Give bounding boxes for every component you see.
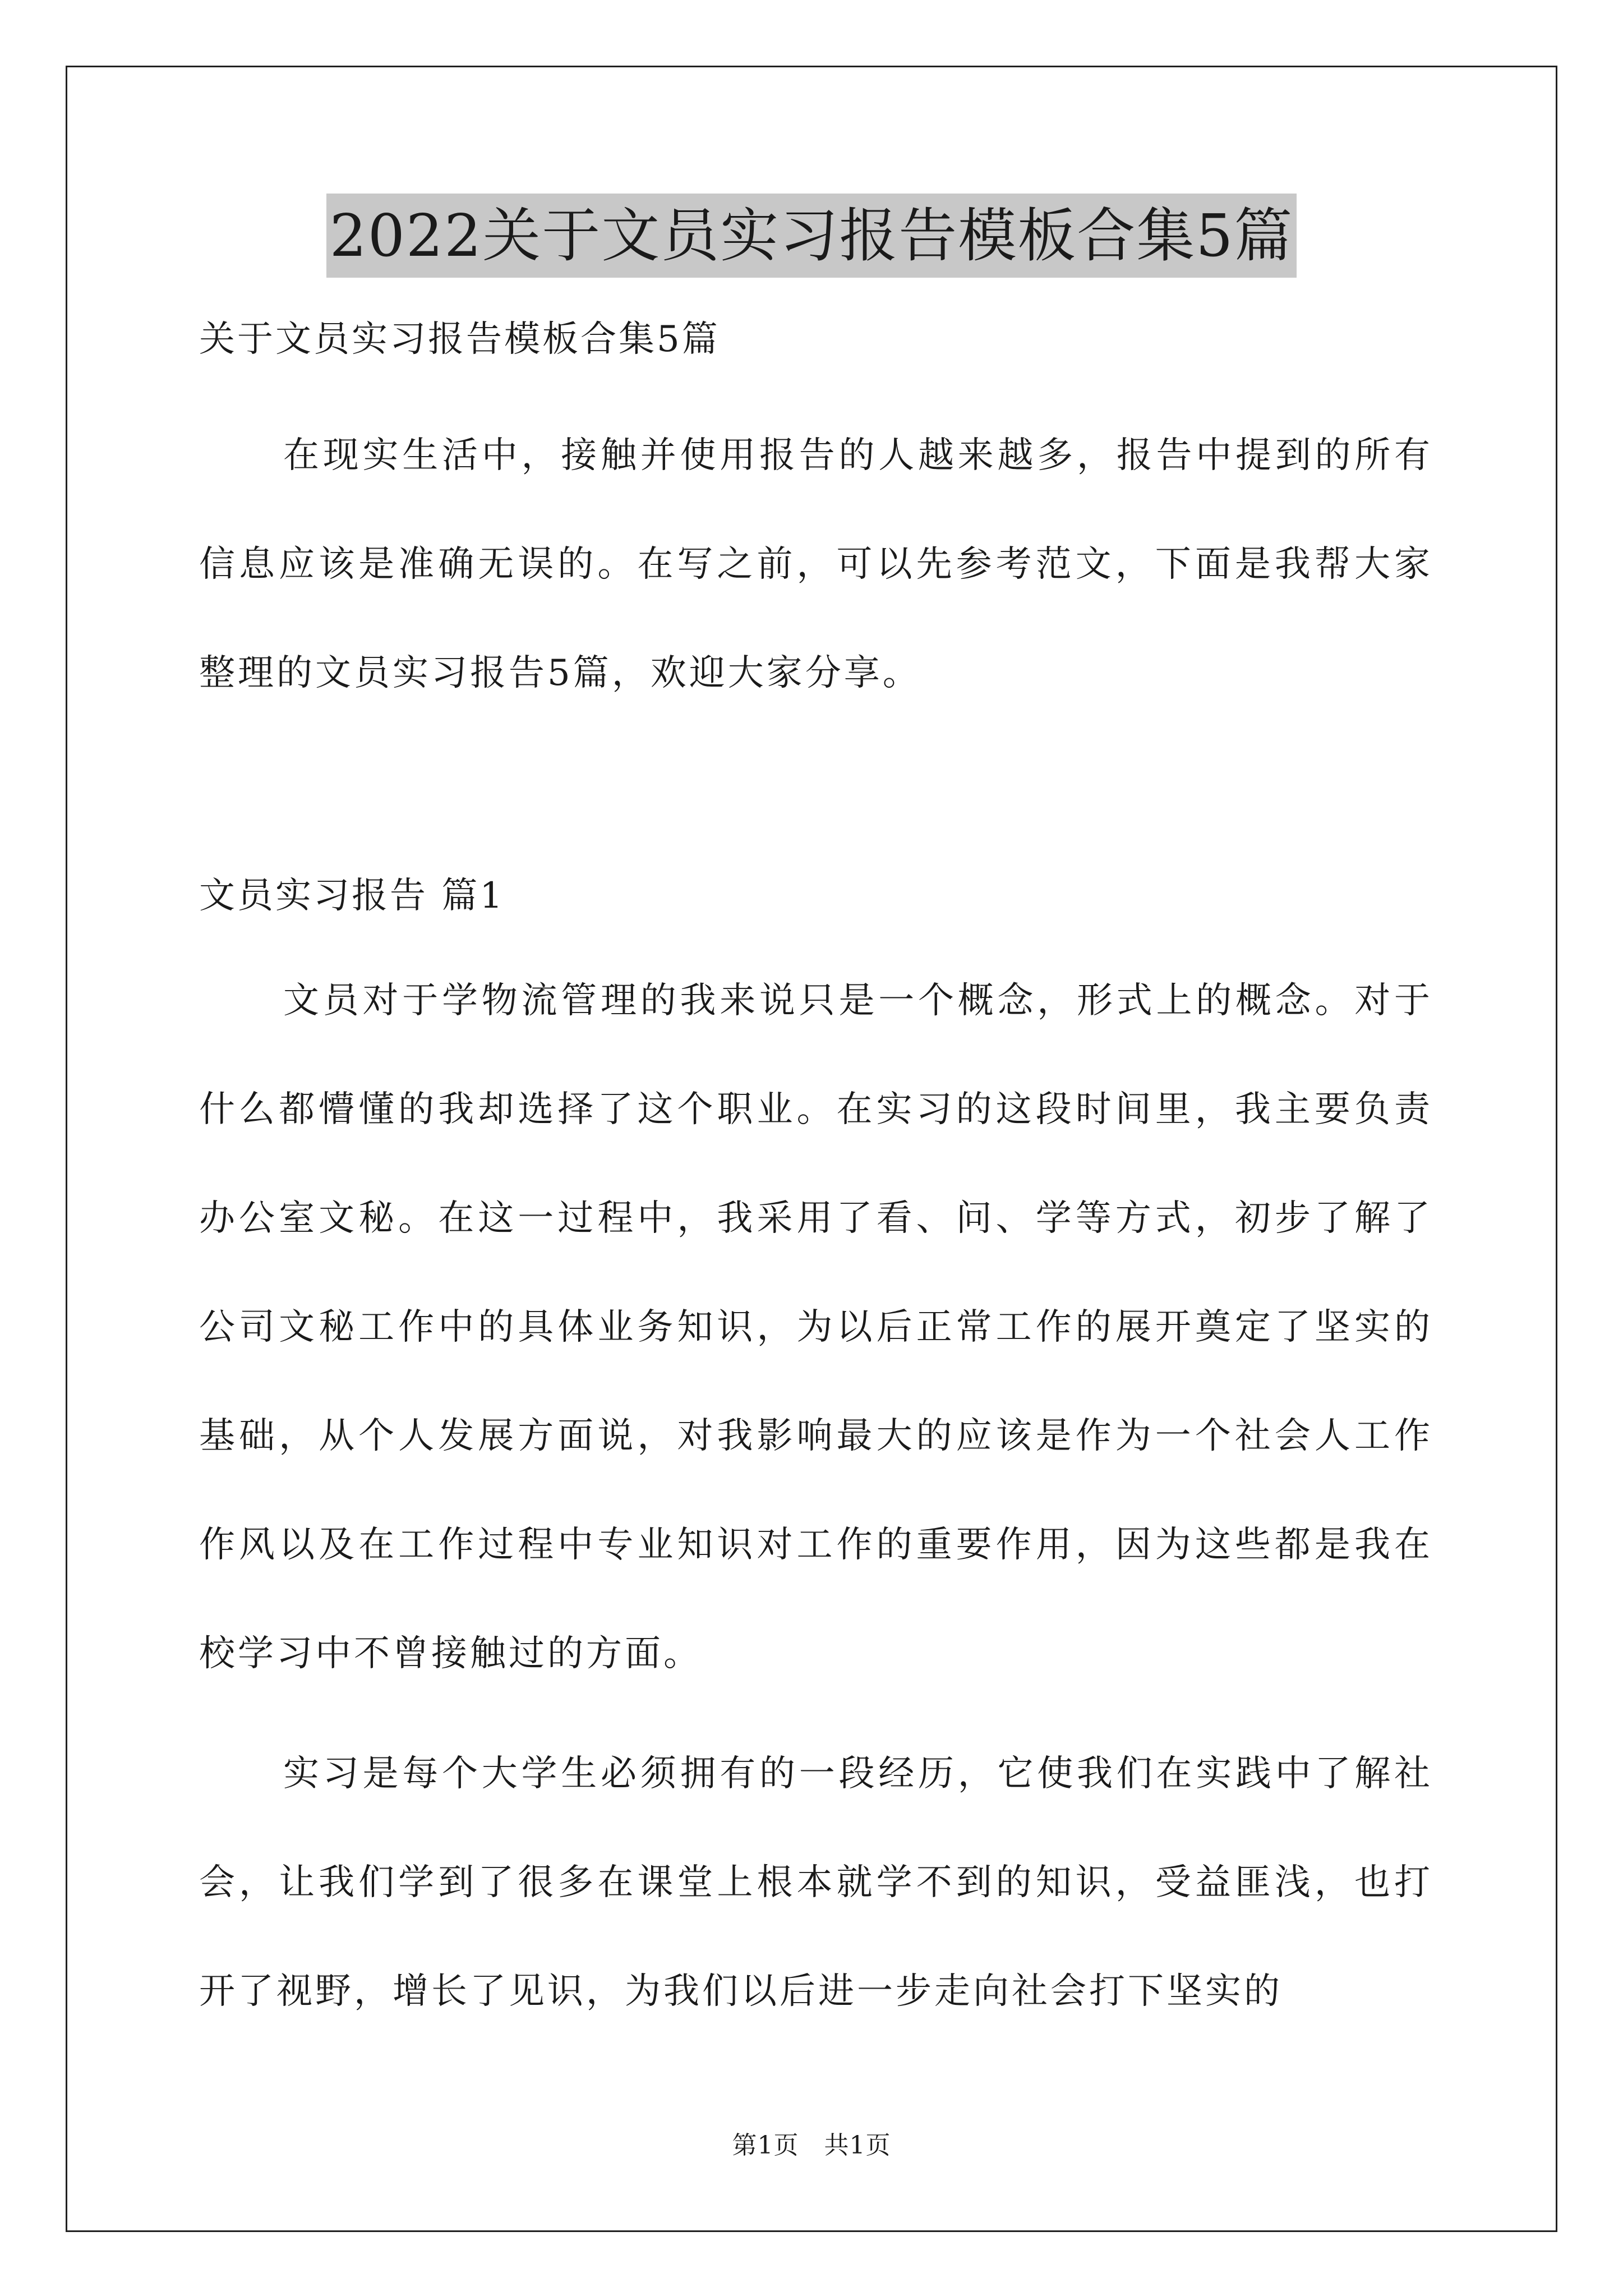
paragraph-gap	[199, 1708, 1433, 1719]
document-subtitle: 关于文员实习报告模板合集5篇	[199, 319, 720, 360]
document-title: 2022关于文员实习报告模板合集5篇	[326, 194, 1297, 278]
body-paragraph: 实习是每个大学生必须拥有的一段经历，它使我们在实践中了解社会，让我们学到了很多在课堂上根本就学不到的知识，受益匪浅，也打开了视野，增长了见识，为我们以后进一步走向社会打下坚实的	[199, 1753, 1433, 2012]
title-wrapper	[0, 194, 1623, 278]
section-heading: 文员实习报告 篇1	[199, 875, 505, 917]
intro-paragraph: 在现实生活中，接触并使用报告的人越来越多，报告中提到的所有信息应该是准确无误的。在写之前，可以先参考范文，下面是我帮大家整理的文员实习报告5篇，欢迎大家分享。	[199, 435, 1433, 694]
document-body	[199, 311, 1433, 2046]
page-footer: 第1页 共1页	[732, 2131, 891, 2160]
body-paragraph: 文员对于学物流管理的我来说只是一个概念，形式上的概念。对于什么都懵懂的我却选择了这个职业。在实习的这段时间里，我主要负责办公室文秘。在这一过程中，我采用了看、问、学等方式，初步了解了公司文秘工作中的具体业务知识，为以后正常工作的展开奠定了坚实的基础，从个人发展方面说，对我影响最大的应该是作为一个社会人工作作风以及在工作过程中专业知识对工作的重要作用，因为这些都是我在校学习中不曾接触过的方面。	[199, 980, 1433, 1674]
